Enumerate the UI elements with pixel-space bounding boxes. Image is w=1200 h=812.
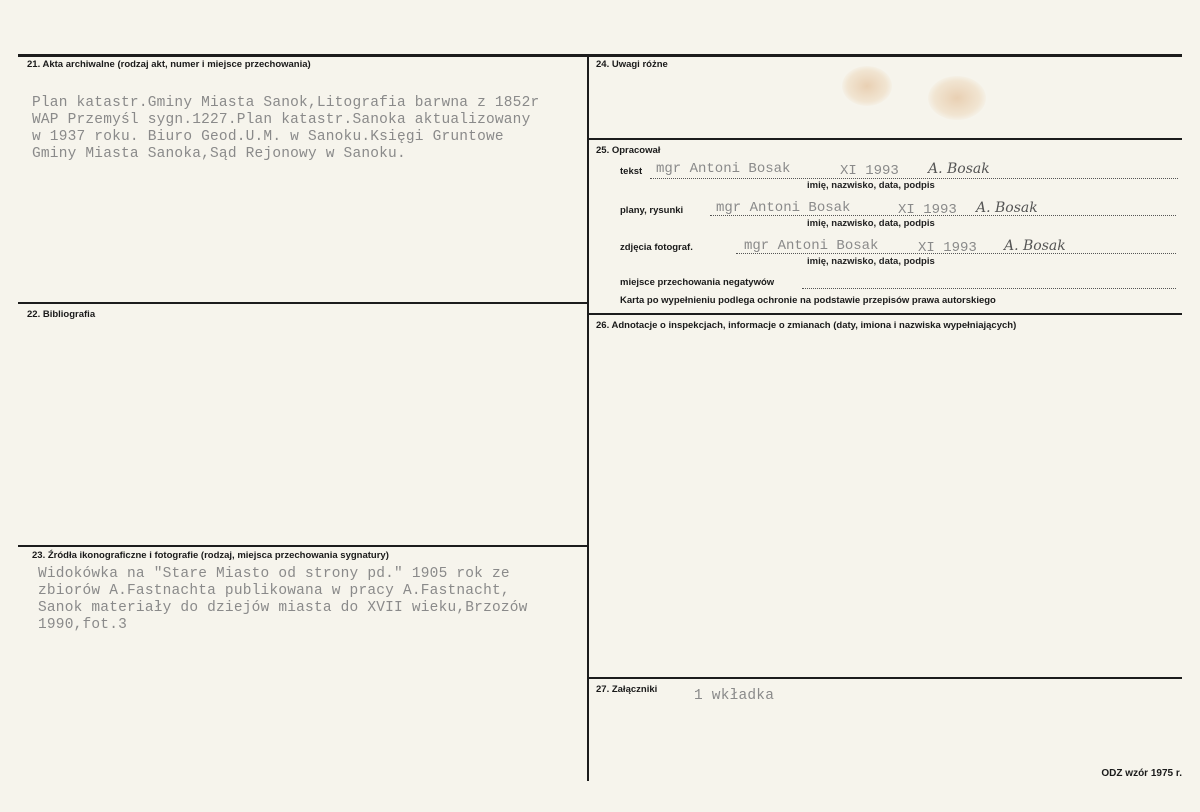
negatives-label: miejsce przechowania negatywów xyxy=(620,277,775,288)
divider-26-27 xyxy=(588,677,1182,679)
divider-21-22 xyxy=(18,302,588,304)
field-text-label: tekst xyxy=(620,166,643,177)
negatives-line xyxy=(802,288,1176,289)
section-23-line: Sanok materiały do dziejów miasta do XVII wieku,Brzozów xyxy=(38,600,528,616)
divider-24-25 xyxy=(588,138,1182,140)
section-27-label: 27. Załączniki xyxy=(596,684,658,695)
center-divider xyxy=(587,54,589,781)
divider-22-23 xyxy=(18,545,588,547)
field-plans-caption: imię, nazwisko, data, podpis xyxy=(807,218,935,229)
field-text-value: mgr Antoni Bosak xyxy=(656,161,791,177)
section-23-label: 23. Źródła ikonograficzne i fotografie (rodzaj, miejsca przechowania sygnatury) xyxy=(32,550,389,561)
section-21-line: WAP Przemyśl sygn.1227.Plan katastr.Sanoka aktualizowany xyxy=(32,112,531,128)
field-photos-date: XI 1993 xyxy=(918,240,977,256)
section-23-line: Widokówka na "Stare Miasto od strony pd." 1905 rok ze xyxy=(38,566,510,582)
form-version-footer: ODZ wzór 1975 r. xyxy=(1101,768,1182,779)
field-photos-line xyxy=(736,253,1176,254)
field-plans-label: plany, rysunki xyxy=(620,205,684,216)
top-rule xyxy=(18,54,1182,57)
section-25-label: 25. Opracował xyxy=(596,145,661,156)
section-26-label: 26. Adnotacje o inspekcjach, informacje o zmianach (daty, imiona i nazwiska wypełniających) xyxy=(596,320,1017,331)
field-photos-caption: imię, nazwisko, data, podpis xyxy=(807,256,935,267)
field-plans-line xyxy=(710,215,1176,216)
field-text-caption: imię, nazwisko, data, podpis xyxy=(807,180,935,191)
divider-25-26 xyxy=(588,313,1182,315)
stain-mark xyxy=(842,66,892,106)
section-24-label: 24. Uwagi różne xyxy=(596,59,668,70)
field-plans-date: XI 1993 xyxy=(898,202,957,218)
section-22-label: 22. Bibliografia xyxy=(27,309,96,320)
field-plans-value: mgr Antoni Bosak xyxy=(716,200,851,216)
field-plans-signature: A. Bosak xyxy=(976,200,1038,216)
field-text-line xyxy=(650,178,1178,179)
section-23-line: zbiorów A.Fastnachta publikowana w pracy A.Fastnacht, xyxy=(38,583,510,599)
field-text-signature: A. Bosak xyxy=(928,161,990,177)
section-21-line: w 1937 roku. Biuro Geod.U.M. w Sanoku.Księgi Gruntowe xyxy=(32,129,504,145)
section-23-line: 1990,fot.3 xyxy=(38,617,128,633)
section-27-value: 1 wkładka xyxy=(694,688,775,704)
section-21-label: 21. Akta archiwalne (rodzaj akt, numer i miejsce przechowania) xyxy=(27,59,311,70)
copyright-note: Karta po wypełnieniu podlega ochronie na podstawie przepisów prawa autorskiego xyxy=(620,295,996,306)
field-text-date: XI 1993 xyxy=(840,163,899,179)
section-21-line: Plan katastr.Gminy Miasta Sanok,Litografia barwna z 1852r xyxy=(32,95,540,111)
field-photos-signature: A. Bosak xyxy=(1004,238,1066,254)
field-photos-label: zdjęcia fotograf. xyxy=(620,242,693,253)
section-21-line: Gminy Miasta Sanoka,Sąd Rejonowy w Sanoku. xyxy=(32,146,406,162)
field-photos-value: mgr Antoni Bosak xyxy=(744,238,879,254)
stain-mark xyxy=(928,76,986,120)
